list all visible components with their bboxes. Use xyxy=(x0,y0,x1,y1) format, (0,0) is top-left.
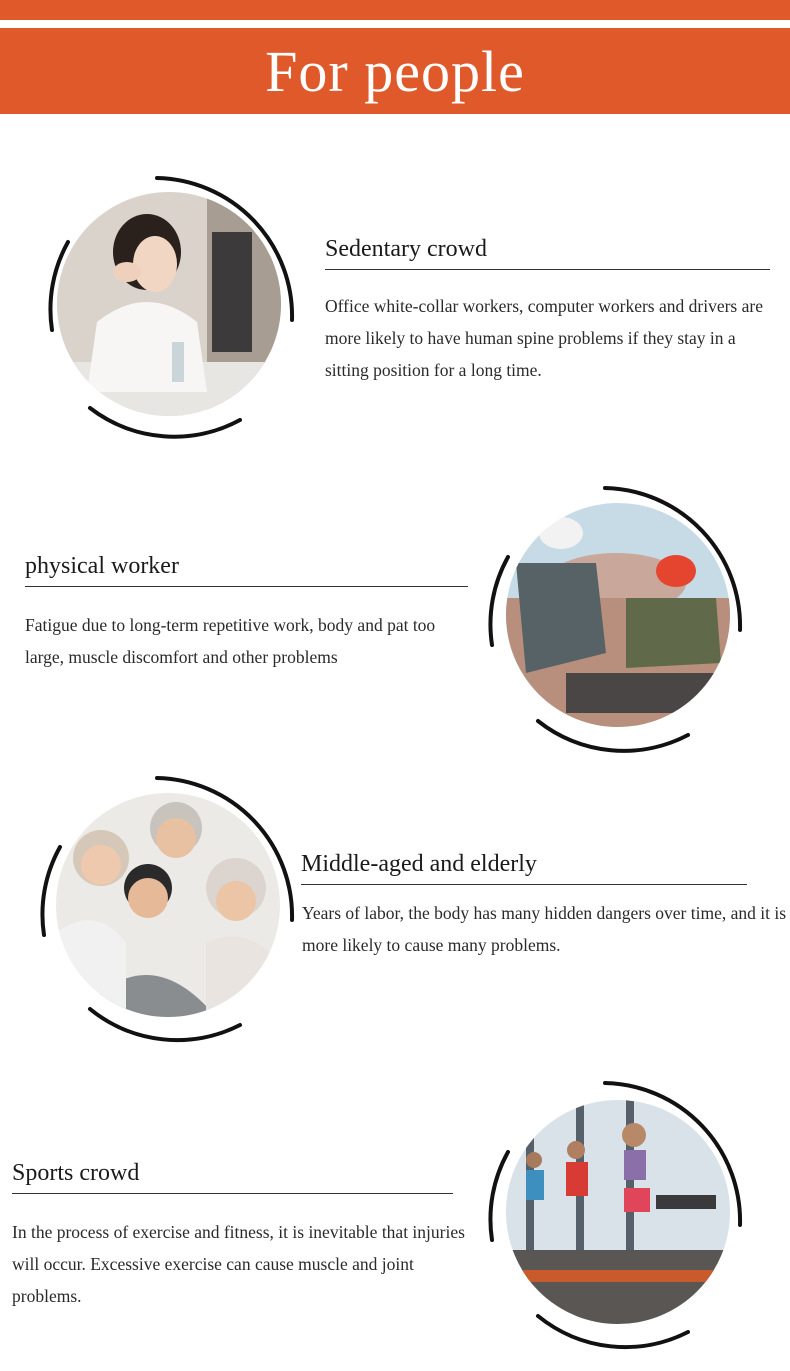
top-accent-bar xyxy=(0,0,790,20)
section-description: In the process of exercise and fitness, it is inevitable that injuries will occur. Excessive exercise can cause muscle and joint problems. xyxy=(12,1222,465,1306)
elderly-group-image xyxy=(56,793,280,1017)
section-description: Fatigue due to long-term repetitive work, body and pat too large, muscle discomfort and other problems xyxy=(25,615,436,667)
page-title: For people xyxy=(265,38,525,104)
construction-workers-image xyxy=(506,503,730,727)
section-physical-worker xyxy=(0,485,790,765)
woman-with-neck-pain-image xyxy=(57,192,281,416)
section-sports-crowd xyxy=(0,1080,790,1371)
section-sedentary-crowd xyxy=(0,170,790,450)
section-description: Years of labor, the body has many hidden dangers over time, and it is more likely to cause many problems. xyxy=(302,903,787,955)
section-title: Middle-aged and elderly xyxy=(301,851,747,885)
section-title: physical worker xyxy=(25,553,468,587)
section-title: Sports crowd xyxy=(12,1160,453,1194)
section-description: Office white-collar workers, computer workers and drivers are more likely to have human spine problems if they stay in a sitting position for a long time. xyxy=(325,296,763,380)
sports-photo-frame xyxy=(478,1080,758,1340)
sedentary-photo-frame xyxy=(30,170,310,430)
gym-treadmill-image xyxy=(506,1100,730,1324)
worker-photo-frame xyxy=(478,485,758,745)
elderly-photo-frame xyxy=(30,775,310,1035)
section-middle-aged-elderly xyxy=(0,775,790,1055)
header-banner xyxy=(0,28,790,114)
section-title: Sedentary crowd xyxy=(325,236,770,270)
